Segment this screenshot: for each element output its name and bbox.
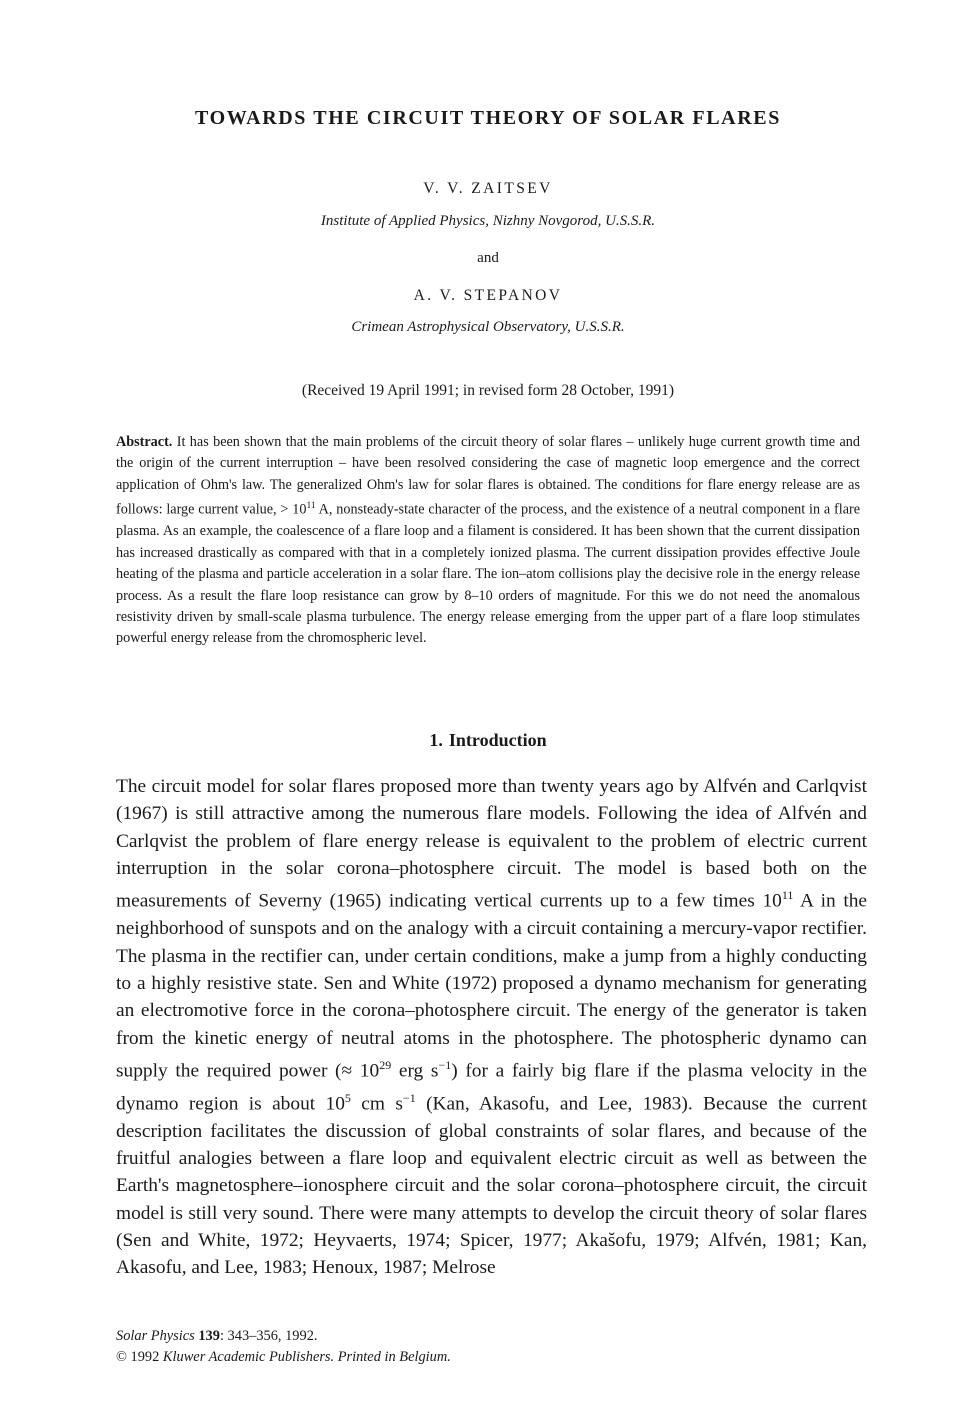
- author-2-affiliation: Crimean Astrophysical Observatory, U.S.S.R.: [351, 319, 625, 335]
- copyright-mark: © 1992: [116, 1349, 163, 1365]
- intro-text-4: ) for a fairly big flare if the plasma velocity in the dynamo region is about 10: [116, 1060, 867, 1115]
- author-separator: and: [477, 250, 499, 266]
- intro-text-6: (Kan, Akasofu, and Lee, 1983). Because the current description facilitates the discussion of global constraints of solar flares, and because of the fruitful analogies between a flare loop and equivalent electric circuit as well as between the Earth's magnetosphere–ionosphere circuit and the solar corona–photosphere circuit, the circuit model is still very sound. There were many attempts to develop the circuit theory of solar flares (Sen and White, 1972; Heyvaerts, 1974; Spicer, 1977; Akas̆ofu, 1979; Alfvén, 1981; Kan, Akasofu, and Lee, 1983; Henoux, 1987; Melrose: [116, 1093, 867, 1279]
- intro-sup-1: 11: [781, 888, 794, 903]
- citation-line: [116, 1326, 451, 1347]
- section-heading: [0, 730, 976, 751]
- intro-sup-5: −1: [402, 1090, 416, 1105]
- section-number: 1.: [429, 730, 443, 750]
- abstract-superscript: 11: [306, 501, 316, 512]
- intro-sup-2: 29: [379, 1057, 392, 1072]
- intro-text-1: The circuit model for solar flares proposed more than twenty years ago by Alfvén and Carlqvist (1967) is still attractive among the numerous flare models. Following the idea of Alfvén and Carlqvist the problem of flare energy release is equivalent to the problem of electric current interruption in the solar corona–photosphere circuit. The model is based both on the measurements of Severny (1965) indicating vertical currents up to a few times 10: [116, 776, 867, 912]
- author-1-name: V. V. ZAITSEV: [423, 180, 553, 197]
- intro-sup-3: −1: [438, 1057, 452, 1072]
- author-1-affiliation: Institute of Applied Physics, Nizhny Novgorod, U.S.S.R.: [320, 213, 656, 229]
- abstract-text-2: A, nonsteady-state character of the process, and the existence of a neutral component in a flare plasma. As an example, the coalescence of a flare loop and a filament is considered. It has been shown that the current dissipation has increased drastically as compared with that in a completely ionized plasma. The current dissipation provides effective Joule heating of the plasma and particle acceleration in a solar flare. The ion–atom collisions play the decisive role in the energy release process. As a result the flare loop resistance can grow by 8–10 orders of magnitude. For this we do not need the anomalous resistivity driven by small-scale plasma turbulence. The energy release emerging from the upper part of a flare loop stimulates powerful energy release from the chromospheric level.: [116, 501, 861, 647]
- intro-text-5: cm s: [350, 1093, 403, 1115]
- journal-pages: : 343–356, 1992.: [219, 1328, 318, 1344]
- page-footer: [116, 1326, 451, 1368]
- intro-text-3: erg s: [391, 1060, 439, 1082]
- paper-title: TOWARDS THE CIRCUIT THEORY OF SOLAR FLARES: [195, 107, 781, 129]
- journal-volume: 139: [198, 1328, 220, 1344]
- author-2-name: A. V. STEPANOV: [413, 287, 563, 304]
- abstract-label: Abstract.: [116, 434, 173, 450]
- abstract: [116, 432, 860, 650]
- journal-name: Solar Physics: [116, 1328, 195, 1344]
- publisher-line: Kluwer Academic Publishers. Printed in Belgium.: [162, 1349, 451, 1365]
- copyright-line: [116, 1347, 451, 1368]
- intro-paragraph: [116, 773, 867, 1282]
- intro-text-2: A in the neighborhood of sunspots and on the analogy with a circuit containing a mercury-vapor rectifier. The plasma in the rectifier can, under certain conditions, make a jump from a highly conducting to a highly resistive state. Sen and White (1972) proposed a dynamo mechanism for generating an electromotive force in the corona–photosphere circuit. The energy of the generator is taken from the kinetic energy of neutral atoms in the photosphere. The photospheric dynamo can supply the required power (≈ 10: [116, 890, 868, 1082]
- abstract-text-1: It has been shown that the main problems of the circuit theory of solar flares – unlikely huge current growth time and the origin of the current interruption – have been resolved considering the case of magnetic loop emergence and the correct application of Ohm's law. The generalized Ohm's law for solar flares is obtained. The conditions for flare energy release are as follows: large current value, > 10: [116, 434, 860, 518]
- received-date: (Received 19 April 1991; in revised form 28 October, 1991): [301, 382, 675, 399]
- section-title: Introduction: [448, 730, 547, 750]
- intro-sup-4: 5: [344, 1090, 351, 1105]
